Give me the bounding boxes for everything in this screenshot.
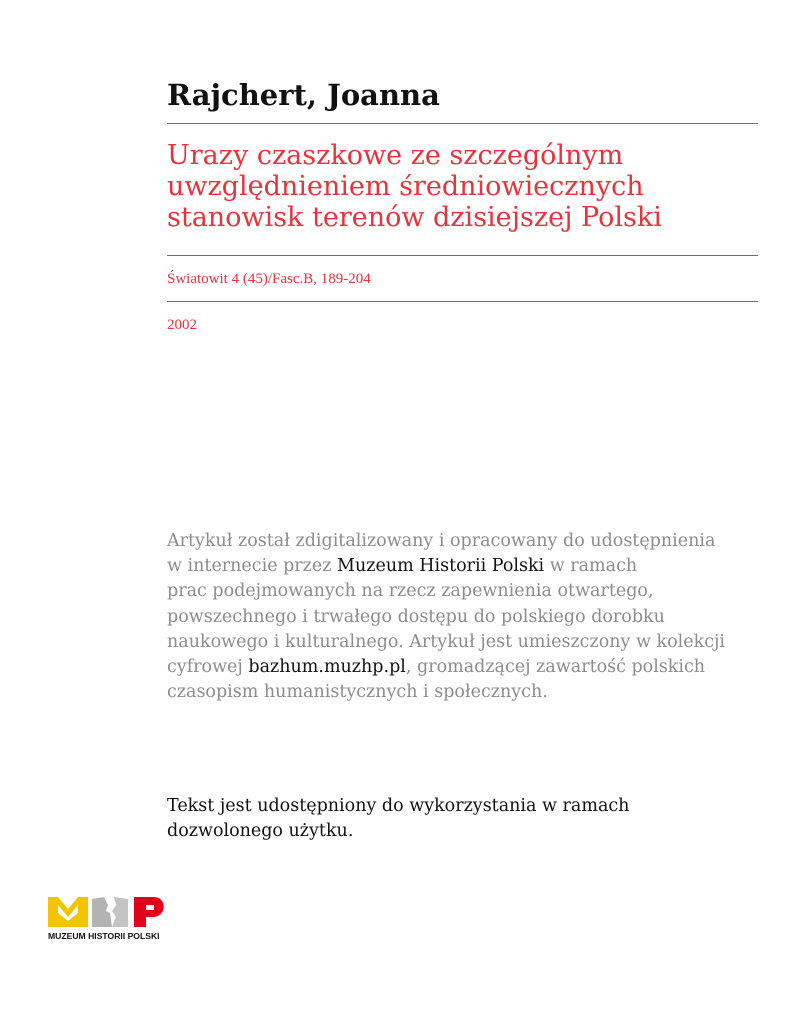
usage-notice xyxy=(167,794,767,844)
usage-line: dozwolonego użytku. xyxy=(167,821,354,841)
statement-text: cyfrowej xyxy=(167,657,249,678)
bazhum-link[interactable]: bazhum.muzhp.pl xyxy=(248,657,406,678)
title-line: stanowisk terenów dzisiejszej Polski xyxy=(167,202,662,233)
usage-line: Tekst jest udostępniony do wykorzystania w ramach xyxy=(167,796,630,816)
author-name: Rajchert, Joanna xyxy=(167,78,440,112)
statement-text: w internecie przez xyxy=(167,556,338,577)
title-line: uwzględnieniem średniowiecznych xyxy=(167,171,644,202)
logo-p-counter xyxy=(146,905,154,910)
divider-top xyxy=(167,123,758,124)
statement-line: czasopism humanistycznych i społecznych. xyxy=(167,682,548,703)
statement-text: , gromadzącej zawartość polskich xyxy=(405,657,706,678)
title-line: Urazy czaszkowe ze szczególnym xyxy=(167,140,624,171)
digitization-statement xyxy=(167,529,767,705)
logo-p-letter xyxy=(134,897,164,927)
publication-year: 2002 xyxy=(167,317,197,333)
logo-h-letter xyxy=(92,897,112,927)
statement-line: prac podejmowanych na rzecz zapewnienia otwartego, xyxy=(167,581,654,602)
logo-h-letter xyxy=(112,897,128,927)
statement-line xyxy=(167,554,767,579)
logo-caption: MUZEUM HISTORII POLSKI xyxy=(48,931,160,941)
article-title xyxy=(167,140,767,233)
museum-link[interactable]: Muzeum Historii Polski xyxy=(337,556,545,577)
logo-m-letter xyxy=(48,897,88,927)
statement-line: powszechnego i trwałego dostępu do polskiego dorobku xyxy=(167,606,665,627)
statement-line: naukowego i kulturalnego. Artykuł jest umieszczony w kolekcji xyxy=(167,631,726,652)
statement-text: w ramach xyxy=(544,556,638,577)
statement-line xyxy=(167,655,767,680)
source-citation: Światowit 4 (45)/Fasc.B, 189-204 xyxy=(167,271,371,287)
divider-title xyxy=(167,255,758,256)
divider-source xyxy=(167,301,758,302)
statement-line: Artykuł został zdigitalizowany i opracowany do udostępnienia xyxy=(167,531,716,551)
